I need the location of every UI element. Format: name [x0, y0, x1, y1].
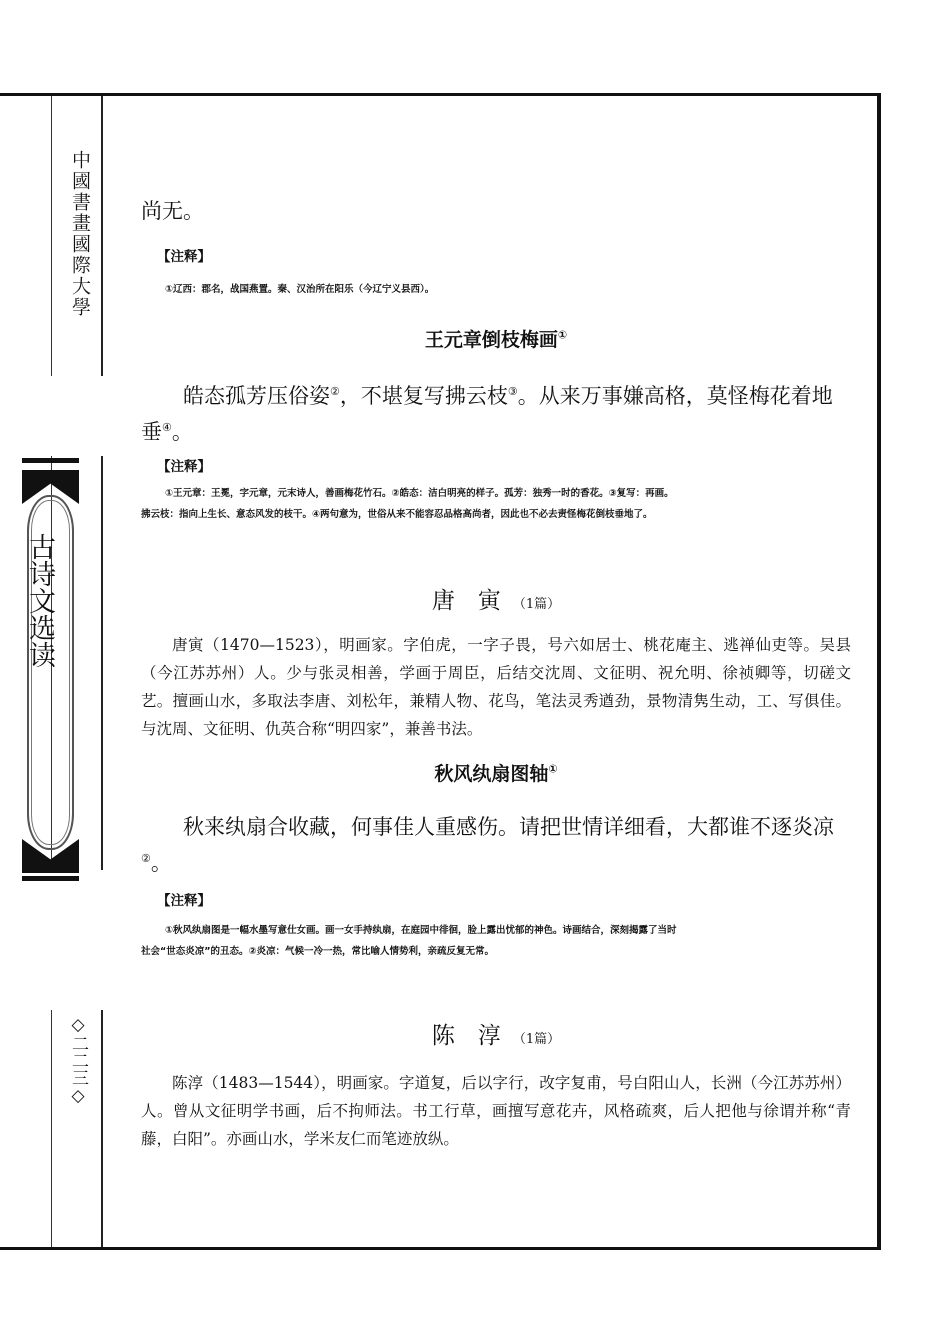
spine-bar — [22, 458, 79, 463]
author-bio: 陈淳（1483—1544），明画家。字道复，后以字行，改字复甫，号白阳山人，长洲（今江苏苏州）人。曾从文征明学书画，后不拘师法。书工行草，画擅写意花卉，风格疏爽，后人把他与徐谓并称“青藤，白阳”。亦画山水，学米友仁而笔迹放纵。 — [141, 1074, 851, 1148]
spine-institution: 中國書畫國際大學 — [69, 150, 91, 318]
note-text: ①王元章：王冕，字元章，元末诗人，善画梅花竹石。②皓态：洁白明亮的样子。孤芳：独秀一时的香花。③复写：再画。 拂云枝：指向上生长、意态风发的枝干。④两句意为，世俗从来不能容忍品格高尚者，因此也不必去责怪梅花倒枝垂地了。 — [141, 488, 674, 520]
note-label: 【注释】 — [157, 249, 211, 265]
author-heading: 唐 寅 （1篇） — [431, 588, 561, 614]
poem-text: 皓态孤芳压俗姿②，不堪复写拂云枝③。从来万事嫌高格，莫怪梅花着地垂④。 — [141, 384, 833, 444]
note-label: 【注释】 — [157, 893, 211, 909]
continuation-text: 尚无。 — [141, 199, 204, 223]
author-heading: 陈 淳 （1篇） — [431, 1023, 561, 1049]
poem-text: 秋来纨扇合收藏，何事佳人重感伤。请把世情详细看，大都谁不逐炎凉②。 — [141, 815, 834, 875]
poem-title: 秋风纨扇图轴① — [434, 762, 558, 785]
spine-gap — [51, 870, 103, 1010]
spine-gap — [51, 376, 103, 456]
author-bio: 唐寅（1470—1523），明画家。字伯虎，一字子畏，号六如居士、桃花庵主、逃禅仙吏等。吴县（今江苏苏州）人。少与张灵相善，学画于周臣，后结交沈周、文征明、祝允明、徐祯卿等，切磋文艺。擅画山水，多取法李唐、刘松年，兼精人物、花鸟，笔法灵秀遒劲，景物清隽生动，工、写俱佳。与沈周、文征明、仇英合称“明四家”，兼善书法。 — [141, 636, 851, 738]
spine-border-right — [101, 96, 103, 1247]
spine-book-title: 古诗文选读 — [24, 533, 55, 668]
poem-title: 王元章倒枝梅画① — [424, 328, 568, 351]
note-text: ①辽西：郡名，战国燕置。秦、汉治所在阳乐（今辽宁义县西）。 — [165, 284, 435, 295]
page-number: ◇二二三◇ — [68, 1015, 88, 1106]
note-text: ①秋风纨扇图是一幅水墨写意仕女画。画一女手持纨扇，在庭园中徘徊，脸上露出忧郁的神色。诗画结合，深刻揭露了当时 社会“世态炎凉”的丑态。②炎凉：气候一冷一热，常比喻人情势利，亲疏反复无常。 — [141, 925, 677, 957]
note-label: 【注释】 — [157, 459, 211, 475]
spine-bar — [22, 876, 79, 881]
